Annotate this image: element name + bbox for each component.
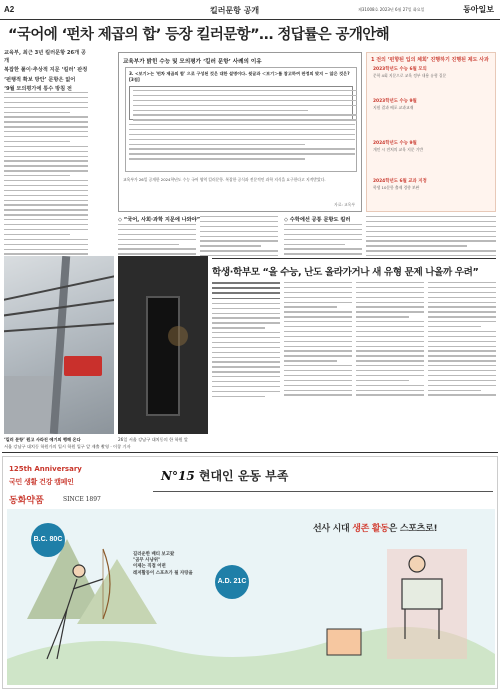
timeline-item: 2023학년도 수능 9월 지원 결과 배포 교과교재 — [373, 99, 417, 110]
ad-title: N°15 현대인 운동 부족 — [161, 469, 289, 483]
section-title: 킬러문항 공개 — [210, 6, 260, 15]
infobox-title: 교육부가 밝힌 수능 및 모의평가 ‘킬러 문항’ 사례의 이유 — [123, 59, 262, 65]
page-number: A2 — [4, 5, 15, 14]
story-col-3 — [356, 282, 424, 399]
ad-illustration — [7, 509, 495, 685]
exam-question-text: 3. <보기>는 '펀차 제곱의 합' 으로 구성된 것은 대한 설명이다. 윗글과 ＜보기＞를 참고하여 판정의 맞지 ~ 않은 것은? [3점] — [129, 71, 350, 82]
lead-intro-2: 복잡한 풀이·추상적 지문 ‘킬러’ 판정 — [4, 67, 88, 74]
photo-caption-mid: 26일 서울 강남구 대치동의 한 학원 앞 — [118, 437, 188, 442]
killer-question-infobox — [118, 52, 362, 212]
timeline-title: 1 전의 ‘펀향된 입의 체회’ 진행하기 진행된 제도 사과 — [371, 57, 489, 63]
body-col-2 — [200, 216, 278, 260]
ad-separator — [2, 452, 498, 453]
infobox-caption: 교육부가 26일 공개한 2024학년도 수능 국어 영역 킬러문항. 복잡한 공식과 전문적인 과학 지식을 요구한다고 지적받았다. — [123, 177, 326, 182]
masthead — [0, 0, 500, 20]
advertisement — [2, 456, 498, 689]
ad-since: SINCE 1897 — [63, 496, 101, 503]
ad-slogan: 선사 시대 생존 활동은 스포츠로! — [313, 524, 438, 534]
body-col-1 — [118, 224, 196, 258]
timeline-item: 2024학년도 수능 9월 개인 시 전처의 교육 지문 기반 — [373, 141, 424, 152]
ad-copy: 길러운한 배티 보고왔 "곰무 사냥위" 이제는 직접 어떤 레저활동이 스포츠가 될 자랑을 — [133, 552, 193, 576]
ad-anniversary: 125th Anniversary — [9, 465, 82, 473]
issue-date: 제31008호 2023년 6월 27일 화요일 — [358, 7, 425, 12]
second-headline: 학생·학부모 “올 수능, 난도 올라가거나 새 유형 문제 나올까 우려” — [212, 267, 479, 278]
story-col-1 — [212, 282, 280, 401]
street-photo — [4, 256, 114, 434]
body-col-4 — [366, 216, 496, 260]
badge-ad: A.D. 21C — [215, 565, 249, 599]
subhead-b: ◇ 수학에선 공통 문항도 킬러 — [284, 217, 351, 223]
ad-campaign: 국민 생활 건강 캠페인 — [9, 478, 74, 486]
infobox-credit: 자료: 교육부 — [334, 202, 355, 207]
newspaper-name: 동아일보 — [463, 4, 494, 14]
timeline-item: 2024학년도 6월 교과 지정 학생 10문항 출제 경향 보완 — [373, 179, 427, 190]
badge-bc: B.C. 80C — [31, 523, 65, 557]
lead-intro: 교육부, 최근 3년 킬러문항 26개 공개 — [4, 50, 86, 64]
story-col-4 — [428, 282, 496, 399]
academy-entrance-photo — [118, 256, 208, 434]
story-col-2 — [284, 282, 352, 399]
main-headline: “국어에 ‘펀차 제곱의 합’ 등장 킬러문항”… 정답률은 공개안해 — [8, 27, 390, 43]
exam-reference-box — [129, 86, 353, 120]
lead-body-text — [4, 92, 88, 273]
subhead-a: ◇ “국어, 사회·과학 지문에 나와야” — [118, 217, 201, 223]
ad-rule — [153, 491, 493, 492]
exam-choices — [129, 124, 355, 160]
timeline-item: 2023학년도 수능 6월 모의 문학 4회 지문으로 교육 정부 내용 유형 질문 — [373, 67, 447, 78]
timeline-box — [366, 52, 496, 212]
exam-question — [125, 67, 357, 172]
body-col-3 — [284, 224, 362, 258]
photo-credit: 서울 강남구 대치동 학원가의 입시 학원 입구 앞 제출 촬영 · 이창 기자 — [4, 444, 131, 449]
photo-caption: ‘킬러 문항’ 뭔고 사라진 에기의 행해 온다 — [4, 437, 81, 442]
rule — [212, 258, 496, 259]
lead-column — [4, 50, 88, 96]
lead-intro-3: ‘펀행적 확보 방안’ 문항은 없어 — [4, 76, 76, 83]
ad-brand: 동화약품 — [9, 496, 44, 506]
lead-intro-4: ‘9월 모의평가에 통수 방침 전 — [4, 86, 72, 93]
